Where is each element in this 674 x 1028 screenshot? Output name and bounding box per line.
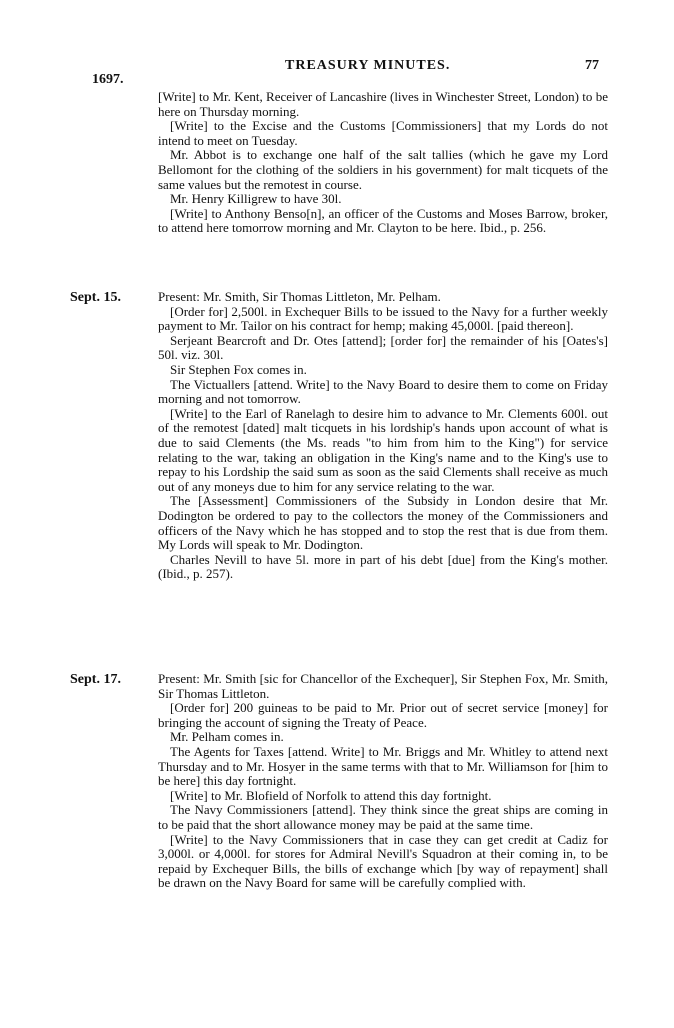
paragraph: [Order for] 200 guineas to be paid to Mr. Prior out of secret service [money] for bringing the account of signing the Treaty of Peace. [158,700,608,730]
paragraph: The Navy Commissioners [attend]. They think since the great ships are coming in to be paid that the short allowance money may be paid at the same time. [158,802,608,832]
paragraph: Charles Nevill to have 5l. more in part of his debt [due] from the King's mother. (Ibid., p. 257). [158,551,608,582]
paragraph: The Victuallers [attend. Write] to the Navy Board to desire them to come on Friday morning and not tomorrow. [158,376,608,407]
paragraph: [Write] to the Excise and the Customs [Commissioners] that my Lords do not intend to meet on Tuesday. [158,118,608,148]
paragraph: Sir Stephen Fox comes in. [170,361,307,377]
paragraph: Mr. Henry Killigrew to have 30l. [170,191,342,207]
paragraph: [Write] to Mr. Kent, Receiver of Lancashire (lives in Winchester Street, London) to be here on Thursday morning. [158,89,608,119]
date-marginal: Sept. 15. [70,290,121,305]
minutes-section-3 [158,672,608,891]
running-title: TREASURY MINUTES. [285,58,451,73]
page-number: 77 [585,58,599,73]
paragraph: Serjeant Bearcroft and Dr. Otes [attend]; [order for] the remainder of his [Oates's] 50l. viz. 30l. [158,332,608,363]
paragraph: [Write] to Anthony Benso[n], an officer of the Customs and Moses Barrow, broker, to attend here tomorrow morning and Mr. Clayton to be here. Ibid., p. 256. [158,205,608,236]
year-marginal: 1697. [92,72,124,87]
minutes-section-2 [158,290,608,582]
paragraph: The Agents for Taxes [attend. Write] to Mr. Briggs and Mr. Whitley to attend next Thursday and to Mr. Hosyer in the same terms with that to Mr. Williamson for [him to be here] this day fortnight. [158,743,608,789]
date-marginal: Sept. 17. [70,672,121,687]
minutes-section-1 [158,90,608,236]
paragraph: Mr. Pelham comes in. [170,729,284,745]
paragraph: [Write] to the Earl of Ranelagh to desire him to advance to Mr. Clements 600l. out of the remotest [dated] malt ticquets in his lordship's hands upon account of what is due to said Clements (the Ms. reads "to him from him to the King") for service relating to the war, taking an obligation in the King's name and to the King's use to repay to his Lordship the said sum as soon as the said Clements shall receive as much out of any moneys due to him for any service relating to the war. [158,405,608,494]
paragraph: Mr. Abbot is to exchange one half of the salt tallies (which he gave my Lord Bellomont for the clothing of the soldiers in his government) for malt ticquets of the same values but the remotest in course. [158,147,608,192]
paragraph: [Write] to the Navy Commissioners that in case they can get credit at Cadiz for 3,000l. or 4,000l. for stores for Admiral Nevill's Squadron at their coming in, to be repaid by Exchequer Bills, the bills of exchange which [by way of repayment] shall be drawn on the Navy Board for same will be carefully complied with. [158,831,608,891]
paragraph: [Write] to Mr. Blofield of Norfolk to attend this day fortnight. [170,787,492,803]
paragraph: [Order for] 2,500l. in Exchequer Bills to be issued to the Navy for a further weekly payment to Mr. Tailor on his contract for hemp; making 45,000l. [paid thereon]. [158,303,608,334]
paragraph: Present: Mr. Smith [sic for Chancellor of the Exchequer], Sir Stephen Fox, Mr. Smith, Sir Thomas Littleton. [158,671,608,701]
paragraph: Present: Mr. Smith, Sir Thomas Littleton, Mr. Pelham. [158,289,441,304]
paragraph: The [Assessment] Commissioners of the Subsidy in London desire that Mr. Dodington be ordered to pay to the collectors the money of the Commissioners and officers of the Navy which he has stopped and to stop the rest that is due from them. My Lords will speak to Mr. Dodington. [158,493,608,553]
